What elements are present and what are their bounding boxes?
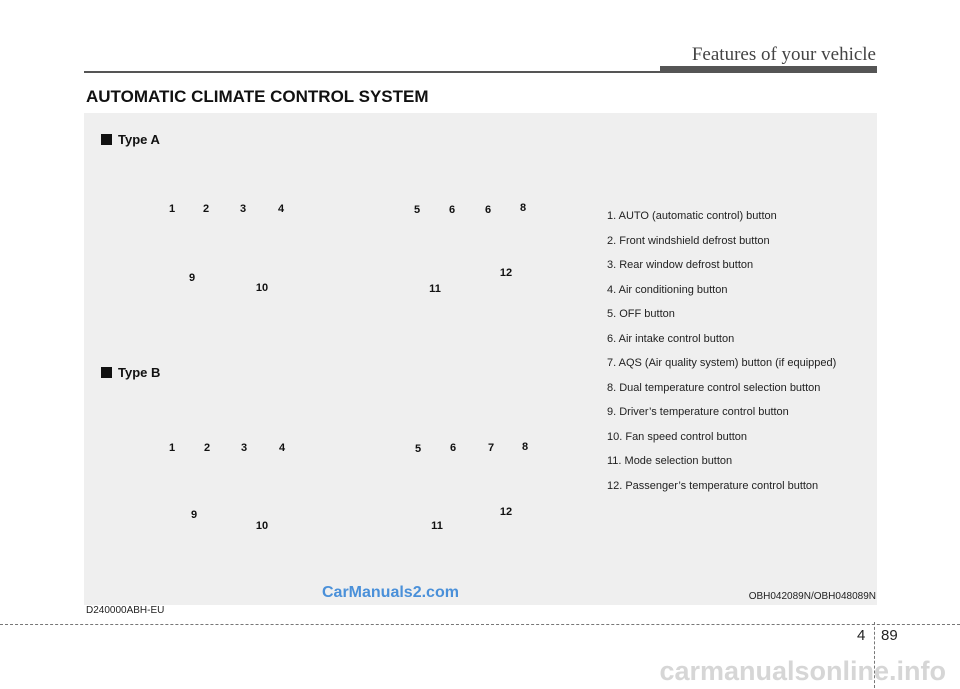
- callout-a-9: 9: [188, 272, 196, 284]
- footer-watermark[interactable]: carmanualsonline.info: [659, 656, 946, 686]
- legend-item: 5. OFF button: [607, 308, 675, 320]
- callout-a-4: 4: [277, 203, 285, 215]
- callout-a-10: 10: [255, 282, 269, 294]
- page-number: 89: [881, 627, 898, 644]
- legend-item: 4. Air conditioning button: [607, 283, 728, 296]
- callout-a-11: 11: [429, 283, 441, 295]
- legend-item: 9. Driver’s temperature control button: [607, 406, 789, 418]
- callout-b-4: 4: [278, 442, 286, 454]
- legend-item: 10. Fan speed control button: [607, 430, 748, 443]
- page-title: AUTOMATIC CLIMATE CONTROL SYSTEM: [86, 87, 429, 106]
- callout-a-3: 3: [239, 203, 247, 215]
- legend-item: 12. Passenger’s temperature control button: [607, 479, 819, 492]
- type-a-label: Type A: [101, 132, 160, 147]
- callout-b-8: 8: [521, 441, 529, 453]
- callout-b-12: 12: [499, 506, 513, 518]
- legend-item: 11. Mode selection button: [607, 455, 733, 467]
- callout-b-5: 5: [414, 443, 422, 455]
- callout-b-9: 9: [190, 509, 198, 521]
- callout-a-8: 8: [519, 202, 527, 214]
- running-header: Features of your vehicle: [691, 44, 876, 65]
- legend-item: 7. AQS (Air quality system) button (if equipped): [607, 357, 837, 369]
- callout-a-6: 6: [448, 204, 456, 216]
- callout-a-1: 1: [168, 203, 176, 215]
- button-legend: [607, 204, 836, 498]
- document-code: D240000ABH-EU: [86, 605, 165, 616]
- footer-divider: [0, 624, 960, 625]
- callout-b-1: 1: [168, 442, 176, 454]
- legend-item: 1. AUTO (automatic control) button: [607, 210, 777, 222]
- callout-a-12: 12: [499, 267, 513, 279]
- legend-item: 3. Rear window defrost button: [607, 259, 754, 271]
- chapter-number: 4: [857, 627, 866, 644]
- callout-b-10: 10: [255, 520, 269, 532]
- legend-item: 6. Air intake control button: [607, 332, 735, 345]
- callout-b-2: 2: [203, 442, 211, 454]
- callout-b-11: 11: [431, 520, 443, 532]
- bullet-square-icon: [101, 134, 112, 145]
- type-b-label: Type B: [101, 365, 160, 380]
- header-rule-accent: [660, 66, 877, 73]
- callout-b-3: 3: [240, 442, 248, 454]
- callout-a-5: 5: [413, 204, 421, 216]
- callout-a-2: 2: [202, 203, 210, 215]
- watermark-link[interactable]: CarManuals2.com: [322, 584, 459, 601]
- figure-code: OBH042089N/OBH048089N: [748, 591, 876, 602]
- legend-item: 2. Front windshield defrost button: [607, 234, 770, 247]
- legend-item: 8. Dual temperature control selection button: [607, 381, 821, 394]
- callout-b-7: 7: [487, 442, 495, 454]
- header-rule: [84, 71, 674, 73]
- callout-a-6b: 6: [484, 204, 492, 216]
- callout-b-6: 6: [449, 442, 457, 454]
- bullet-square-icon: [101, 367, 112, 378]
